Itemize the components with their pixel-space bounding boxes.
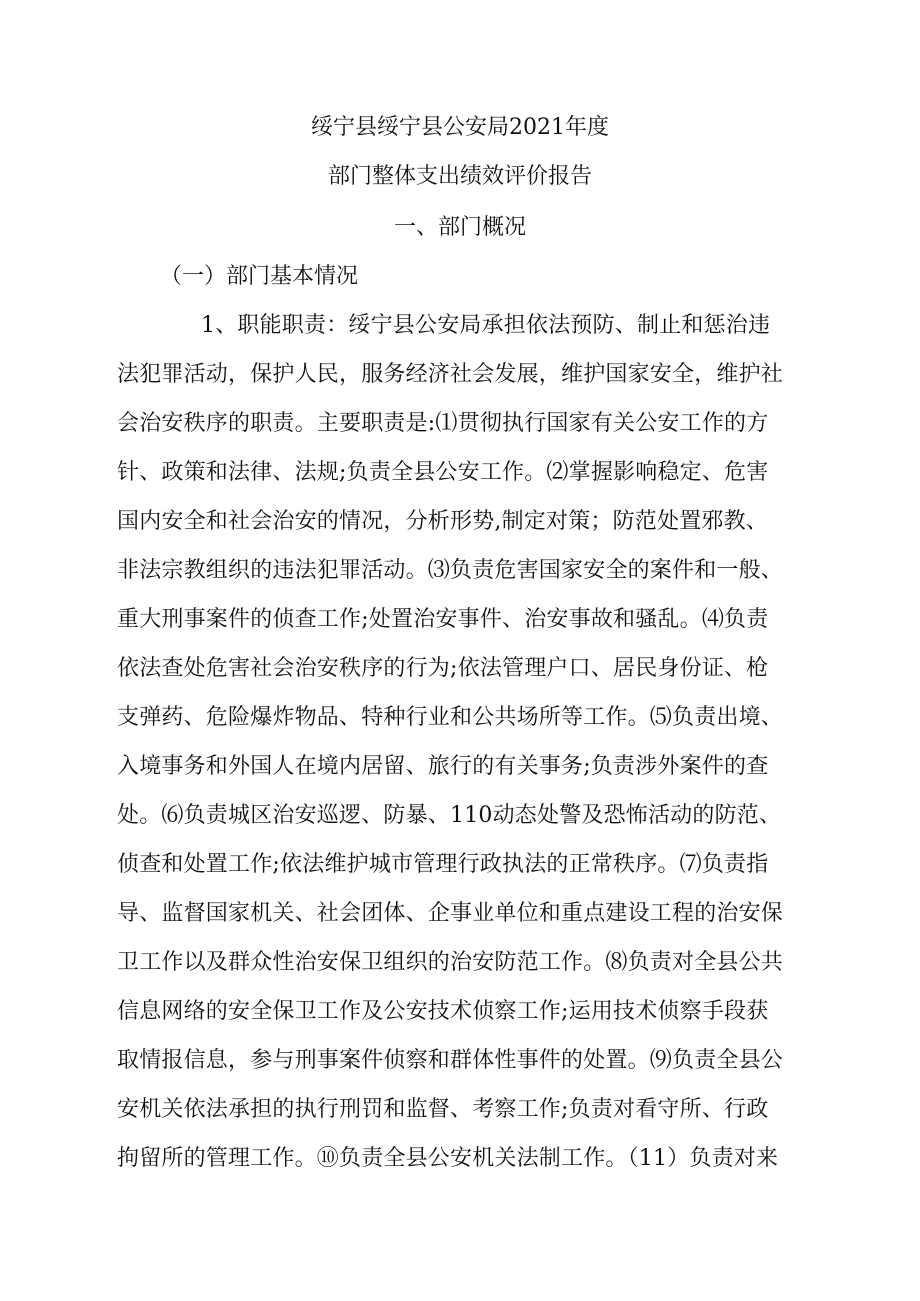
body-line: 国内安全和社会治安的情况，分析形势,制定对策；防范处置邪教、 bbox=[117, 509, 768, 534]
body-line: 非法宗教组织的违法犯罪活动。⑶负责危害国家安全的案件和一般、 bbox=[117, 558, 784, 583]
report-title-line-2: 部门整体支出绩效评价报告 bbox=[327, 164, 592, 189]
body-line: 信息网络的安全保卫工作及公安技术侦察工作;运用技术侦察手段获 bbox=[117, 999, 769, 1024]
body-line: 导、监督国家机关、社会团体、企事业单位和重点建设工程的治安保 bbox=[117, 901, 784, 926]
body-line: 入境事务和外国人在境内居留、旅行的有关事务;负责涉外案件的查 bbox=[117, 754, 769, 779]
section-heading: 一、部门概况 bbox=[393, 215, 526, 240]
body-line: 安机关依法承担的执行刑罚和监督、考察工作;负责对看守所、行政 bbox=[117, 1097, 769, 1122]
body-line: 重大刑事案件的侦查工作;处置治安事件、治安事故和骚乱。⑷负责 bbox=[117, 607, 769, 632]
body-line: 会治安秩序的职责。主要职责是:⑴贯彻执行国家有关公安工作的方 bbox=[117, 411, 769, 436]
body-line: 法犯罪活动，保护人民，服务经济社会发展，维护国家安全，维护社 bbox=[117, 362, 784, 387]
subsection-heading: （一）部门基本情况 bbox=[160, 264, 359, 289]
body-line: 针、政策和法律、法规;负责全县公安工作。⑵掌握影响稳定、危害 bbox=[117, 460, 769, 485]
report-title-line-1: 绥宁县绥宁县公安局2021年度 bbox=[311, 115, 609, 140]
body-line: 处。⑹负责城区治安巡逻、防暴、110动态处警及恐怖活动的防范、 bbox=[117, 803, 782, 828]
body-line: 侦查和处置工作;依法维护城市管理行政执法的正常秩序。⑺负责指 bbox=[117, 852, 769, 877]
body-line: 拘留所的管理工作。⑩负责全县公安机关法制工作。（11）负责对来 bbox=[117, 1146, 779, 1171]
body-line: 依法查处危害社会治安秩序的行为;依法管理户口、居民身份证、枪 bbox=[117, 656, 769, 681]
body-line: 支弹药、危险爆炸物品、特种行业和公共场所等工作。⑸负责出境、 bbox=[117, 705, 784, 730]
body-line: 1、职能职责：绥宁县公安局承担依法预防、制止和惩治违 bbox=[201, 313, 771, 338]
body-line: 卫工作以及群众性治安保卫组织的治安防范工作。⑻负责对全县公共 bbox=[117, 950, 784, 975]
body-line: 取情报信息，参与刑事案件侦察和群体性事件的处置。⑼负责全县公 bbox=[117, 1048, 784, 1073]
